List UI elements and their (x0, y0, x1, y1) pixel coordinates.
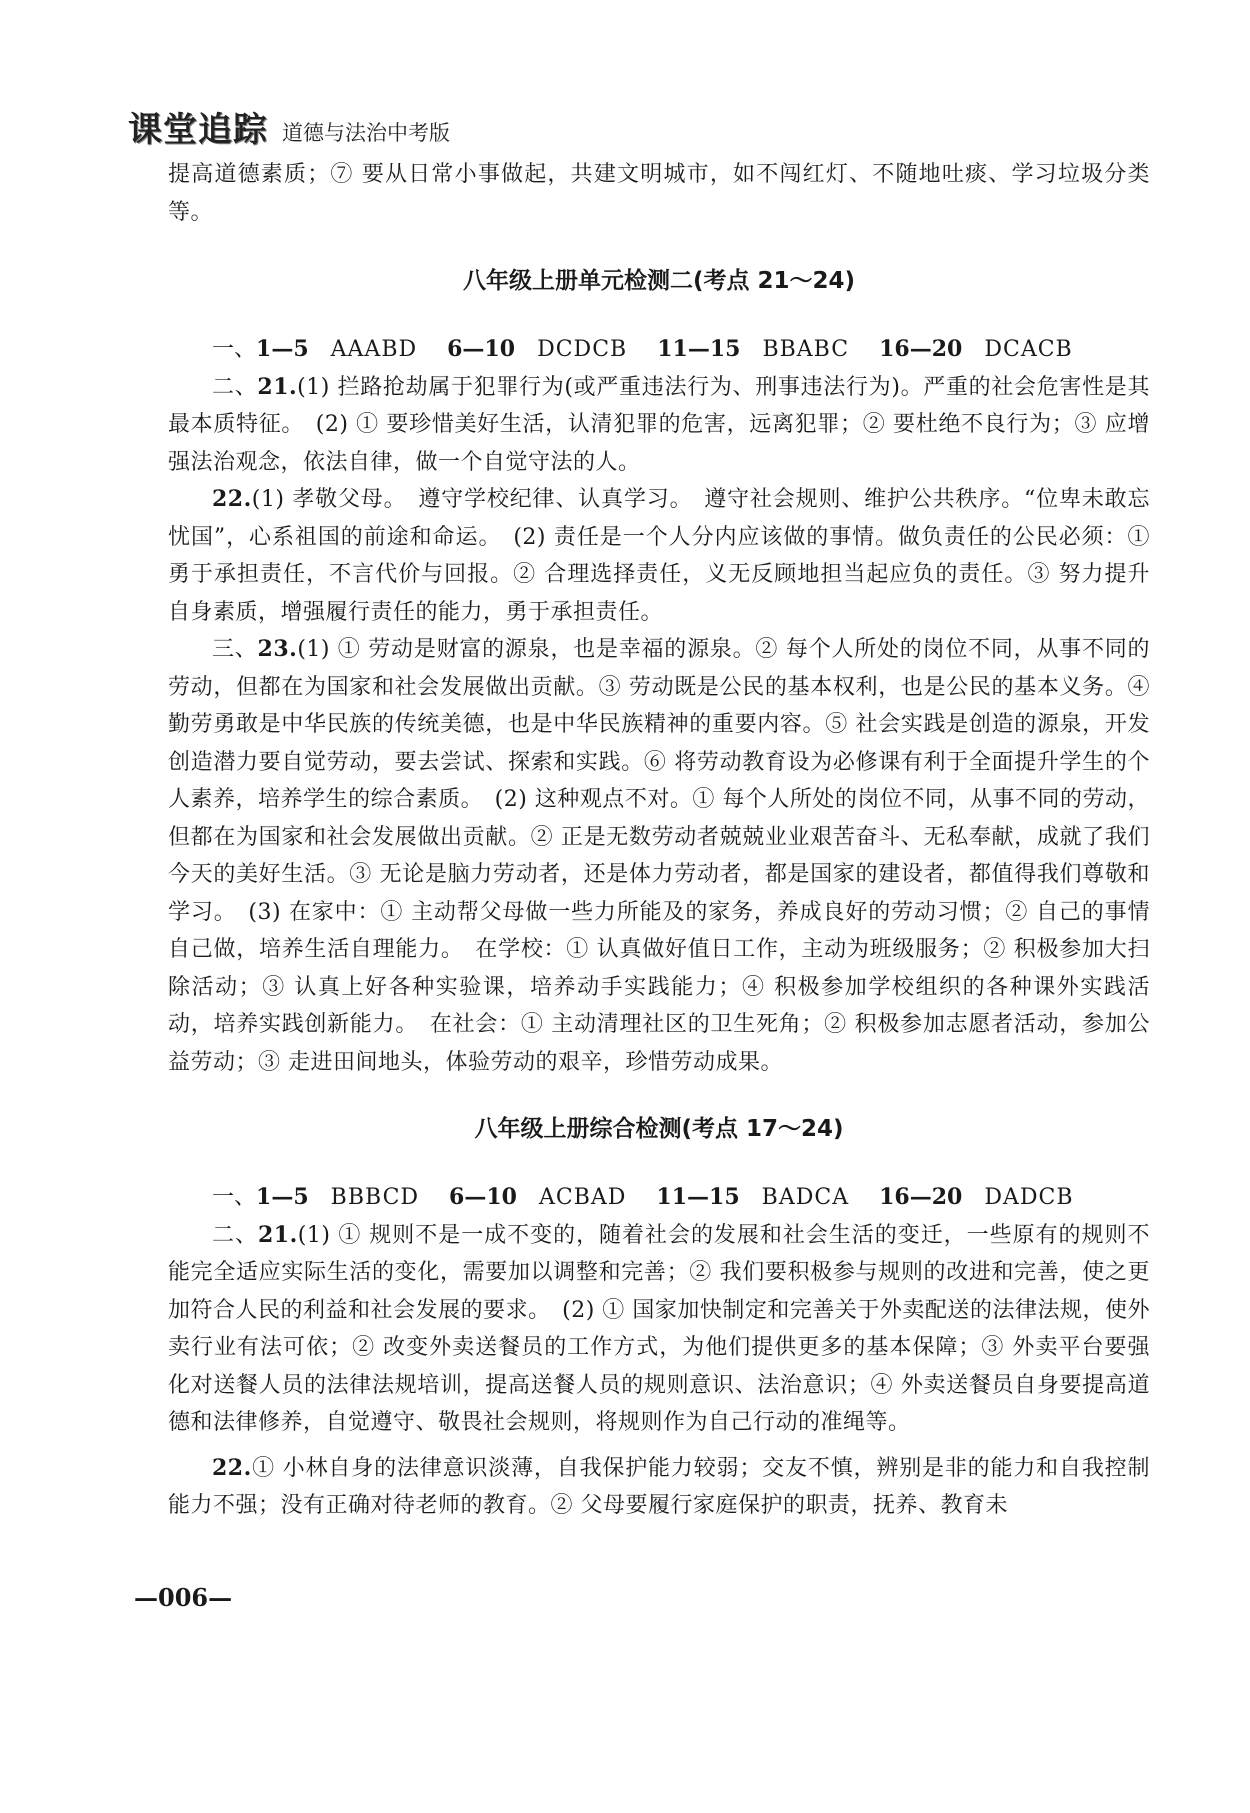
page-number: —006— (134, 1583, 233, 1612)
answer-q23-section1: 三、23.(1) ① 劳动是财富的源泉，也是幸福的源泉。② 每个人所处的岗位不同，从事不同的劳动，但都在为国家和社会发展做出贡献。③ 劳动既是公民的基本权利，也是公民的基本义务。④ 勤劳勇敢是中华民族的传统美德，也是中华民族精神的重要内容。⑤ 社会实践是创造的源泉，开发创造潜力要自觉劳动，要去尝试、探索和实践。⑥ 将劳动教育设为必修课有利于全面提升学生的个人素养，培养学生的综合素质。 (2) 这种观点不对。① 每个人所处的岗位不同，从事不同的劳动，但都在为国家和社会发展做出贡献。② 正是无数劳动者兢兢业业艰苦奋斗、无私奉献，成就了我们今天的美好生活。③ 无论是脑力劳动者，还是体力劳动者，都是国家的建设者，都值得我们尊敬和学习。 (3) 在家中：① 主动帮父母做一些力所能及的家务，养成良好的劳动习惯；② 自己的事情自己做，培养生活自理能力。 在学校：① 认真做好值日工作，主动为班级服务；② 积极参加大扫除活动；③ 认真上好各种实验课，培养动手实践能力；④ 积极参加学校组织的各种课外实践活动，培养实践创新能力。 在社会：① 主动清理社区的卫生死角；② 积极参加志愿者活动，参加公益劳动；③ 走进田间地头，体验劳动的艰辛，珍惜劳动成果。 (168, 636, 1150, 1075)
answer-q21-section1: 二、21.(1) 拦路抢劫属于犯罪行为(或严重违法行为、刑事违法行为)。严重的社会危害性是其最本质特征。 (2) ① 要珍惜美好生活，认清犯罪的危害，远离犯罪；② 要杜绝不良行为；③ 应增强法治观念，依法自律，做一个自觉守法的人。 (168, 373, 1150, 475)
page-header (128, 106, 450, 150)
answer-q22-section1: 22.(1) 孝敬父母。 遵守学校纪律、认真学习。 遵守社会规则、维护公共秩序。“位卑未敢忘忧国”，心系祖国的前途和命运。 (2) 责任是一个人分内应该做的事情。做负责任的公民必须：① 勇于承担责任，不言代价与回报。② 合理选择责任，义无反顾地担当起应负的责任。③ 努力提升自身素质，增强履行责任的能力，勇于承担责任。 (168, 486, 1150, 625)
book-subtitle: 道德与法治中考版 (282, 121, 450, 145)
mc-answers-section2: 一、1—5 BBBCD 6—10 ACBAD 11—15 BADCA 16—20 DADCB (212, 1184, 1074, 1210)
page-content (168, 156, 1150, 1525)
intro-paragraph: 提高道德素质；⑦ 要从日常小事做起，共建文明城市，如不闯红灯、不随地吐痰、学习垃圾分类等。 (168, 162, 1150, 225)
section-title-comprehensive-test: 八年级上册综合检测(考点 17～24) (474, 1116, 844, 1142)
answer-q22-section2: 22.① 小林自身的法律意识淡薄，自我保护能力较弱；交友不慎，辨别是非的能力和自我控制能力不强；没有正确对待老师的教育。② 父母要履行家庭保护的职责，抚养、教育未 (168, 1454, 1150, 1518)
book-logo: 课堂追踪 (128, 110, 268, 150)
section-title-unit-test-2: 八年级上册单元检测二(考点 21～24) (462, 268, 856, 294)
answer-q21-section2: 二、21.(1) ① 规则不是一成不变的，随着社会的发展和社会生活的变迁，一些原有的规则不能完全适应实际生活的变化，需要加以调整和完善；② 我们要积极参与规则的改进和完善，使之更加符合人民的利益和社会发展的要求。 (2) ① 国家加快制定和完善关于外卖配送的法律法规，使外卖行业有法可依；② 改变外卖送餐员的工作方式，为他们提供更多的基本保障；③ 外卖平台要强化对送餐人员的法律法规培训，提高送餐人员的规则意识、法治意识；④ 外卖送餐员自身要提高道德和法律修养，自觉遵守、敬畏社会规则，将规则作为自己行动的准绳等。 (168, 1221, 1150, 1435)
mc-answers-section1: 一、1—5 AAABD 6—10 DCDCB 11—15 BBABC 16—20 DCACB (212, 336, 1073, 362)
